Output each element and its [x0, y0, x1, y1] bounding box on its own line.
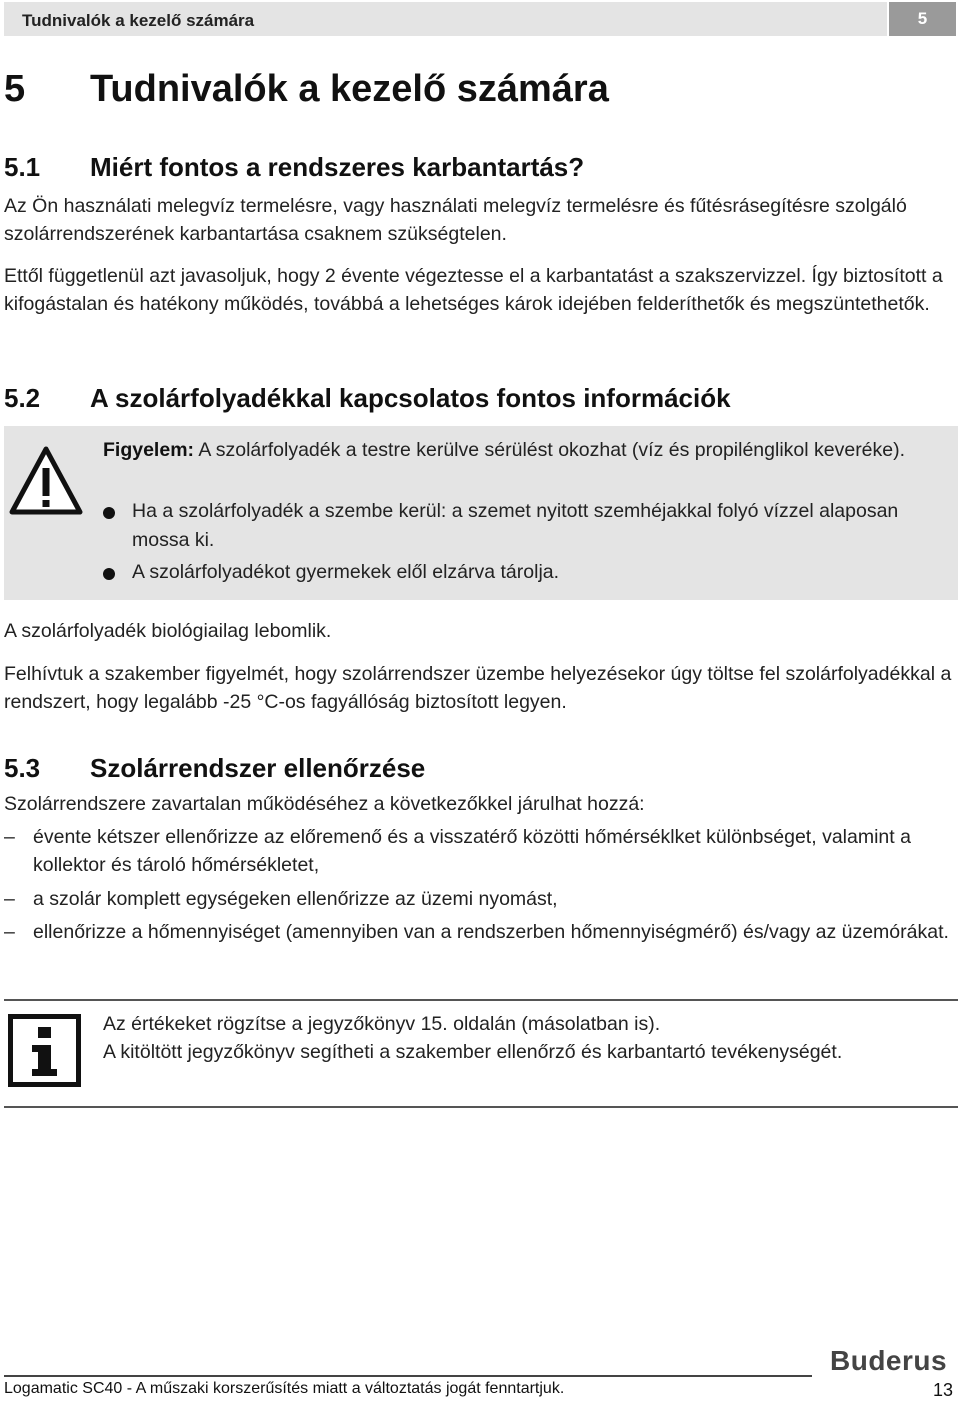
bullet-icon — [103, 507, 115, 519]
chapter-number: 5 — [4, 68, 26, 110]
section-5-3-number: 5.3 — [4, 753, 41, 783]
section-5-2-paragraph-1: A szolárfolyadék biológiailag lebomlik. — [4, 620, 332, 642]
warning-triangle-icon — [8, 444, 84, 518]
bullet-icon — [103, 568, 115, 580]
dash-marker: – — [4, 888, 15, 910]
chapter-number-tab: 5 — [889, 2, 956, 36]
list-item-text: ellenőrizze a hőmennyiséget (amennyiben van a rendszerben hőmennyiségmérő) és/vagy az üzemórákat. — [33, 921, 949, 943]
section-5-2-paragraph-2: Felhívtuk a szakember figyelmét, hogy szolárrendszer üzembe helyezésekor úgy töltse fel szolárfolyadékkal a rendszert, hogy legalább -25 °C-os fagyállóság biztosított legyen. — [4, 663, 952, 713]
list-item-text: Ha a szolárfolyadék a szembe kerül: a szemet nyitott szemhéjakkal folyó vízzel alaposan mossa ki. — [132, 500, 899, 551]
section-5-3-intro: Szolárrendszere zavartalan működéséhez a következőkkel járulhat hozzá: — [4, 793, 645, 815]
warning-body: A szolárfolyadék a testre kerülve sérülést okozhat (víz és propilénglikol keveréke). — [194, 439, 906, 461]
section-5-1-number: 5.1 — [4, 152, 41, 182]
warning-label: Figyelem: — [103, 439, 195, 461]
section-5-2-title: A szolárfolyadékkal kapcsolatos fontos információk — [90, 383, 731, 413]
running-header — [4, 2, 887, 36]
chapter-title: Tudnivalók a kezelő számára — [90, 68, 609, 110]
list-item-text: évente kétszer ellenőrizze az előremenő és a visszatérő közötti hőmérséklket különbséget, valamint a kollektor és tároló hőmérsékletet, — [33, 826, 911, 876]
info-box-bottom-rule — [4, 1106, 958, 1108]
running-header-title: Tudnivalók a kezelő számára — [22, 11, 255, 30]
warning-text — [103, 436, 948, 465]
section-5-3-title: Szolárrendszer ellenőrzése — [90, 753, 426, 783]
section-5-1-paragraph-2: Ettől függetlenül azt javasoljuk, hogy 2 évente végeztesse el a karbantatást a szakszervizzel. Így biztosított a kifogástalan és hatékony működés, továbbá a lehetséges károk idejében felderíthetők és megszüntethetők. — [4, 265, 943, 315]
footer-rule — [4, 1375, 812, 1377]
info-text — [103, 1010, 923, 1066]
list-item-text: A szolárfolyadékot gyermekek elől elzárva tárolja. — [132, 561, 560, 583]
footer-text: Logamatic SC40 - A műszaki korszerűsítés miatt a változtatás jogát fenntartjuk. — [4, 1380, 565, 1397]
section-5-1-paragraph-1: Az Ön használati melegvíz termelésre, vagy használati melegvíz termelésre és fűtésrásegítésre szolgáló szolárrendszerének karbantartása csaknem szükségtelen. — [4, 195, 907, 245]
info-line-2: A kitöltött jegyzőkönyv segítheti a szakember ellenőrző és karbantartó tevékenységét. — [103, 1041, 843, 1063]
section-5-1-title: Miért fontos a rendszeres karbantartás? — [90, 152, 585, 182]
info-icon — [8, 1014, 81, 1087]
info-line-1: Az értékeket rögzítse a jegyzőkönyv 15. oldalán (másolatban is). — [103, 1013, 661, 1035]
dash-marker: – — [4, 921, 15, 943]
page-number: 13 — [933, 1380, 954, 1400]
section-5-2-number: 5.2 — [4, 383, 41, 413]
brand-logo: Buderus — [830, 1345, 948, 1376]
info-box-top-rule — [4, 999, 958, 1001]
list-item-text: a szolár komplett egységeken ellenőrizze az üzemi nyomást, — [33, 888, 558, 910]
dash-marker: – — [4, 826, 15, 848]
